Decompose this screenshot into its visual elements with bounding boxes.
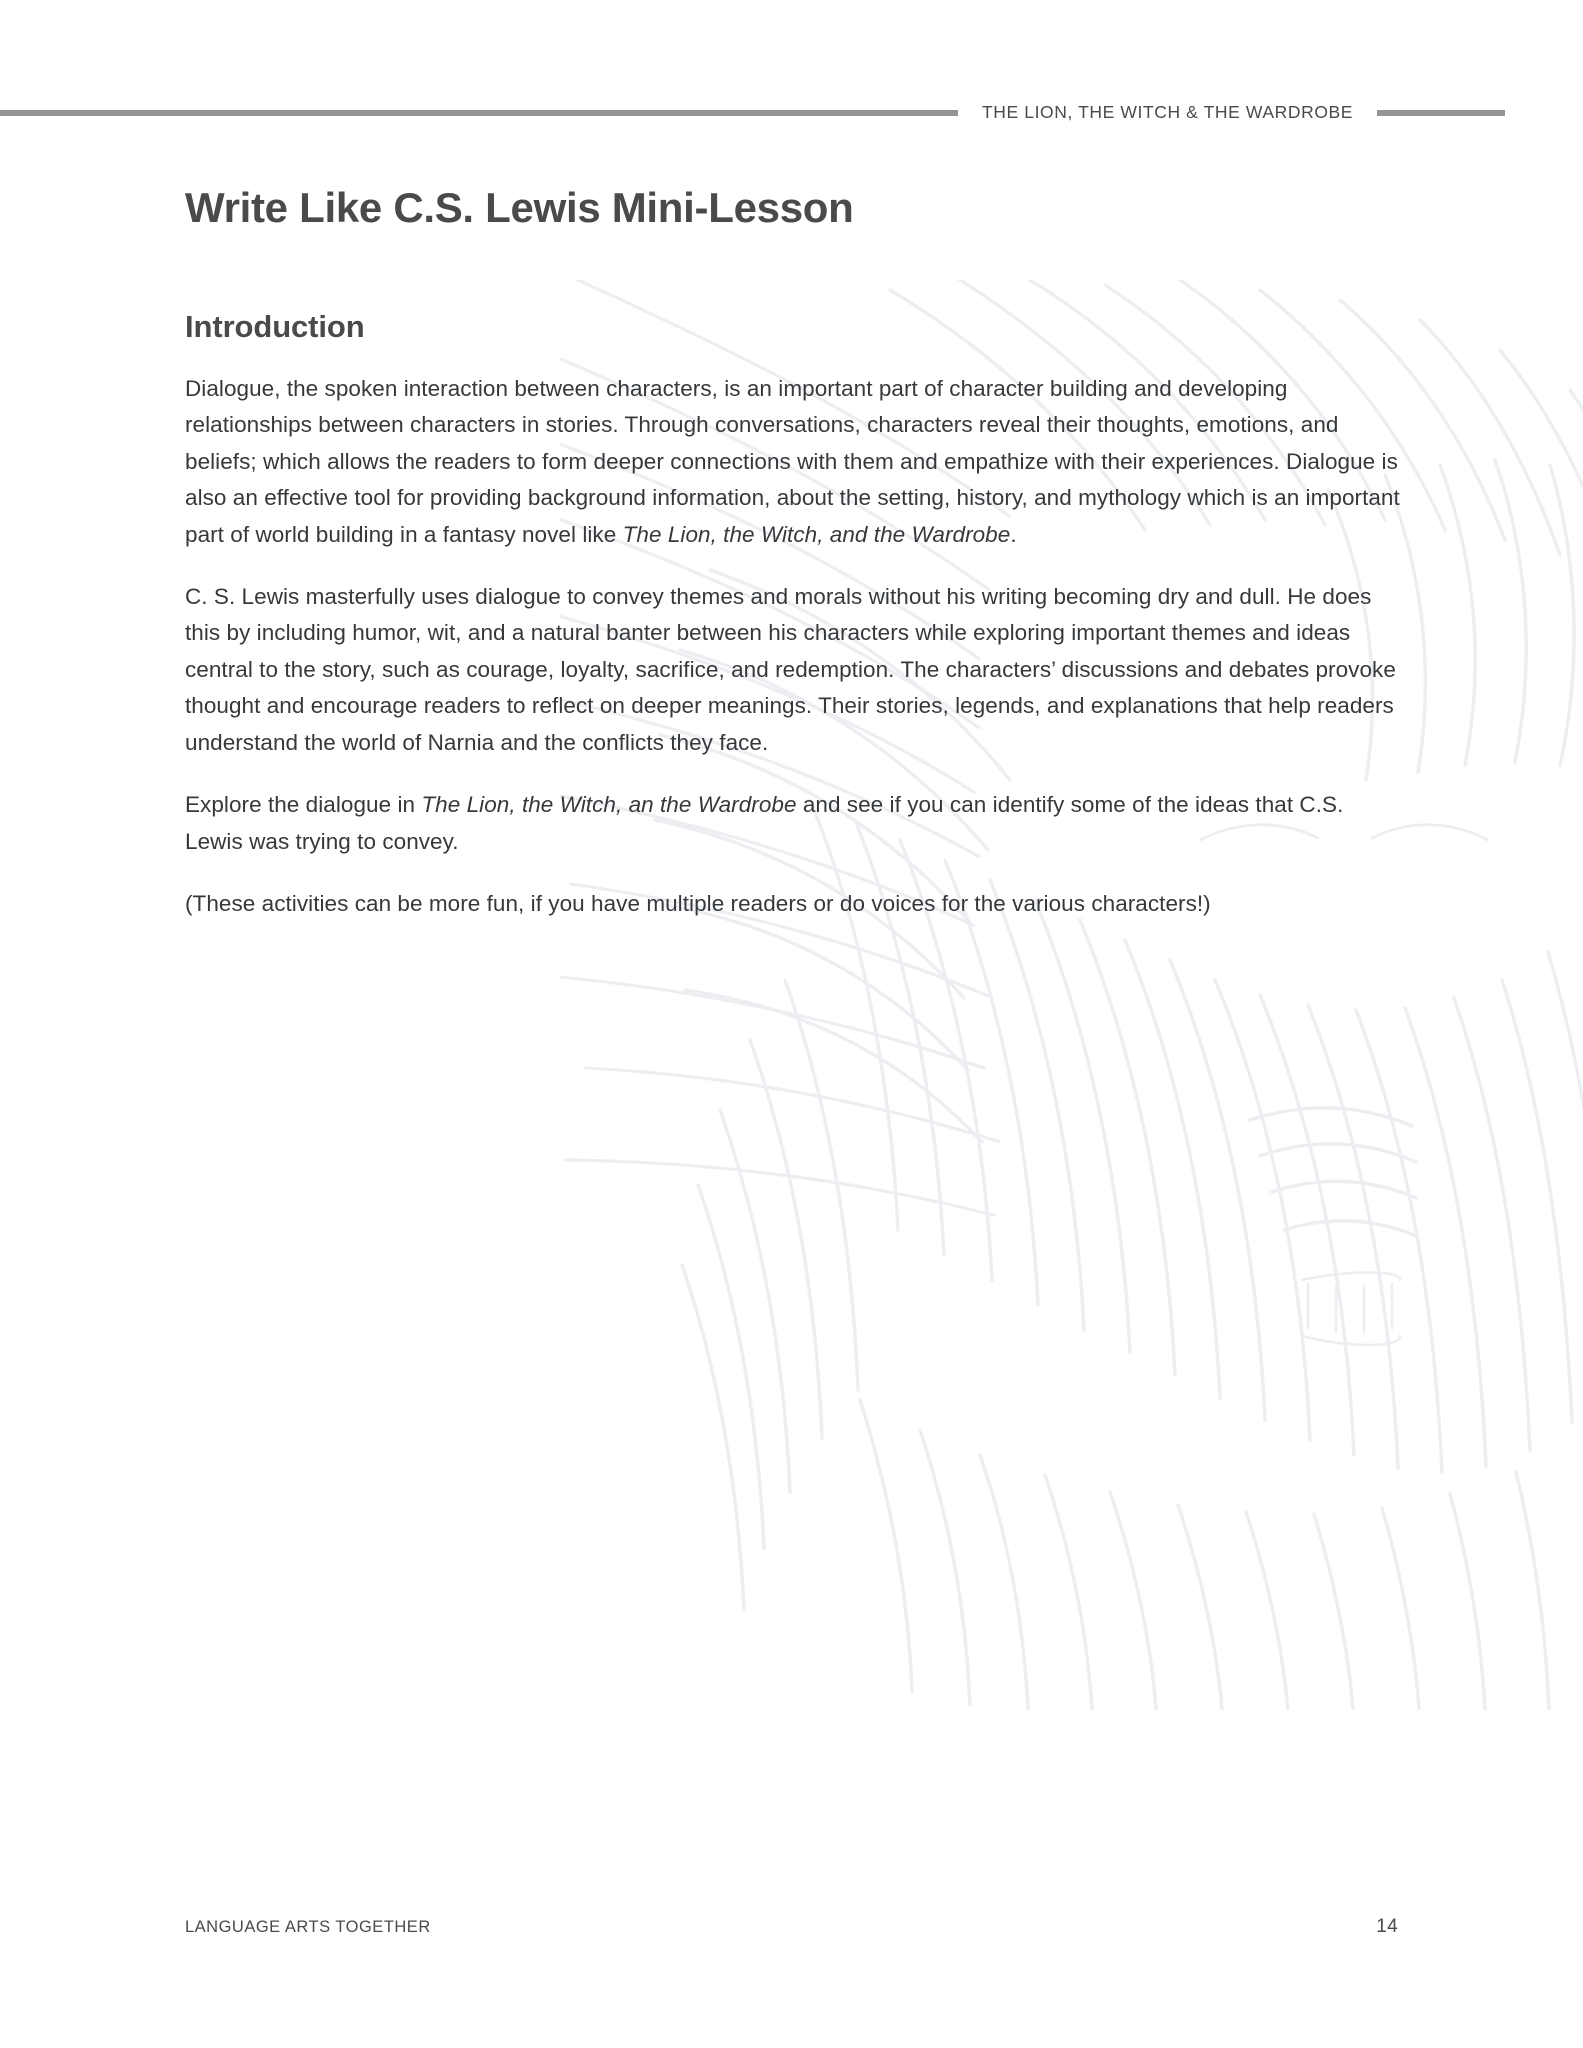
header-rule-right <box>1377 110 1505 116</box>
page-footer <box>185 1916 1398 1938</box>
paragraph-p3 <box>185 787 1400 860</box>
book-title-italic: The Lion, the Witch, an the Wardrobe <box>421 792 797 818</box>
text-run: (These activities can be more fun, if you have multiple readers or do voices for the various characters!) <box>185 891 1211 917</box>
page-content <box>185 0 1400 923</box>
text-run: Dialogue, the spoken interaction between characters, is an important part of character building and developing relationships between characters in stories. Through conversations, characters reveal their thoughts, emotions, and beliefs; which allows the readers to form deeper connections with them and empathize with their experiences. Dialogue is also an effective tool for providing background information, about the setting, history, and mythology which is an important part of world building in a fantasy novel like <box>185 375 1400 547</box>
paragraph-p1 <box>185 371 1400 553</box>
header-rule-left <box>0 110 958 116</box>
text-run: . <box>1010 521 1017 547</box>
paragraph-p2 <box>185 579 1400 761</box>
book-title-italic: The Lion, the Witch, and the Wardrobe <box>622 521 1011 547</box>
text-run: C. S. Lewis masterfully uses dialogue to convey themes and morals without his writing becoming dry and dull. He does this by including humor, wit, and a natural banter between his characters while exploring important themes and ideas central to the story, such as courage, loyalty, sacrifice, and redemption. The characters’ discussions and debates provoke thought and encourage readers to reflect on deeper meanings. Their stories, legends, and explanations that help readers understand the world of Narnia and the conflicts they face. <box>185 584 1396 755</box>
section-heading-introduction: Introduction <box>185 309 365 345</box>
running-title: THE LION, THE WITCH & THE WARDROBE <box>982 102 1354 123</box>
page-header <box>0 96 1583 130</box>
introduction-body <box>185 345 1400 923</box>
paragraph-p4 <box>185 886 1400 922</box>
text-run: Explore the dialogue in <box>185 792 422 818</box>
footer-page-number: 14 <box>1376 1916 1398 1937</box>
text-run: and see if you can identify some of the ideas that C.S. Lewis was trying to convey. <box>185 792 1344 854</box>
footer-brand: LANGUAGE ARTS TOGETHER <box>185 1918 431 1936</box>
page-title: Write Like C.S. Lewis Mini-Lesson <box>185 184 854 231</box>
